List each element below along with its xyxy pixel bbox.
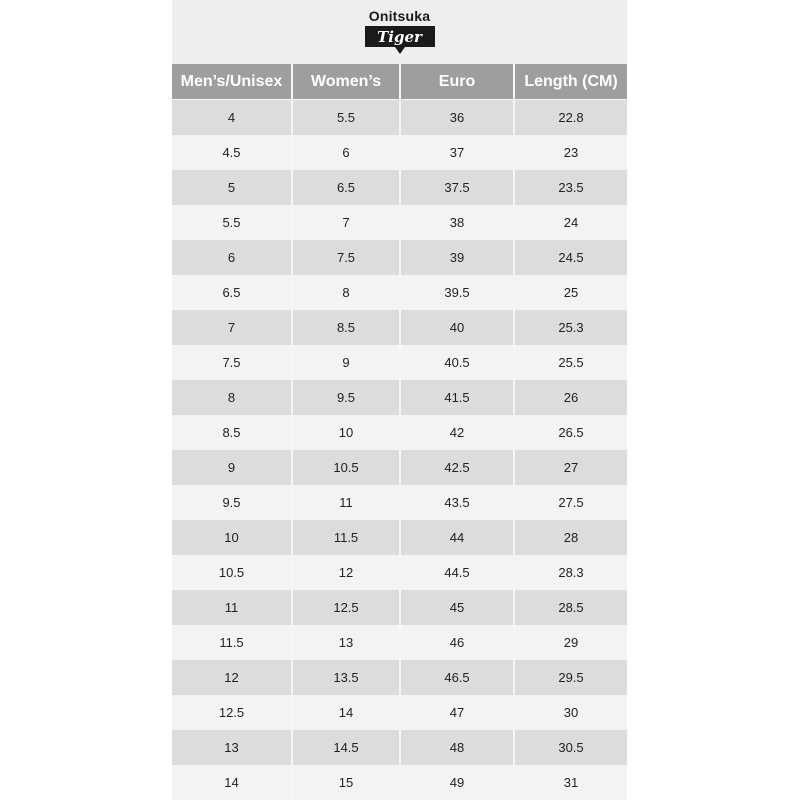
cell-euro: 43.5 [400,485,514,520]
header-length-cm: Length (CM) [514,64,627,100]
cell-mens-unisex: 11.5 [172,625,292,660]
table-row [172,625,627,660]
cell-length-cm: 29.5 [514,660,627,695]
cell-mens-unisex: 8 [172,380,292,415]
cell-mens-unisex: 4.5 [172,135,292,170]
cell-euro: 46 [400,625,514,660]
table-row [172,275,627,310]
cell-mens-unisex: 11 [172,590,292,625]
cell-euro: 49 [400,765,514,800]
cell-euro: 40 [400,310,514,345]
cell-womens: 14.5 [292,730,400,765]
size-chart-sheet [172,0,627,800]
cell-womens: 11 [292,485,400,520]
cell-length-cm: 26.5 [514,415,627,450]
cell-womens: 14 [292,695,400,730]
cell-euro: 41.5 [400,380,514,415]
table-row [172,415,627,450]
table-row [172,765,627,800]
cell-length-cm: 25.5 [514,345,627,380]
brand-wordmark: Onitsuka [368,8,431,24]
cell-length-cm: 23 [514,135,627,170]
cell-womens: 13.5 [292,660,400,695]
table-row [172,660,627,695]
cell-euro: 37 [400,135,514,170]
cell-womens: 5.5 [292,100,400,136]
cell-length-cm: 29 [514,625,627,660]
cell-euro: 37.5 [400,170,514,205]
table-row [172,450,627,485]
cell-euro: 42.5 [400,450,514,485]
cell-mens-unisex: 10 [172,520,292,555]
header-mens-unisex: Men’s/Unisex [172,64,292,100]
table-row [172,205,627,240]
cell-womens: 15 [292,765,400,800]
cell-euro: 39 [400,240,514,275]
cell-mens-unisex: 7 [172,310,292,345]
cell-womens: 12.5 [292,590,400,625]
cell-mens-unisex: 4 [172,100,292,136]
cell-mens-unisex: 13 [172,730,292,765]
cell-mens-unisex: 14 [172,765,292,800]
cell-mens-unisex: 12.5 [172,695,292,730]
cell-euro: 36 [400,100,514,136]
cell-euro: 45 [400,590,514,625]
cell-mens-unisex: 10.5 [172,555,292,590]
cell-euro: 48 [400,730,514,765]
size-table [172,64,627,800]
table-row [172,100,627,136]
cell-mens-unisex: 8.5 [172,415,292,450]
table-row [172,240,627,275]
cell-length-cm: 25 [514,275,627,310]
cell-length-cm: 22.8 [514,100,627,136]
cell-womens: 12 [292,555,400,590]
cell-euro: 38 [400,205,514,240]
cell-length-cm: 28.3 [514,555,627,590]
cell-mens-unisex: 5 [172,170,292,205]
cell-euro: 39.5 [400,275,514,310]
cell-length-cm: 23.5 [514,170,627,205]
cell-womens: 10 [292,415,400,450]
table-header-row [172,64,627,100]
header-euro: Euro [400,64,514,100]
cell-womens: 11.5 [292,520,400,555]
cell-length-cm: 24.5 [514,240,627,275]
table-body [172,100,627,800]
table-row [172,590,627,625]
cell-euro: 46.5 [400,660,514,695]
cell-euro: 44 [400,520,514,555]
cell-womens: 6 [292,135,400,170]
cell-length-cm: 26 [514,380,627,415]
table-row [172,555,627,590]
cell-womens: 8 [292,275,400,310]
cell-euro: 40.5 [400,345,514,380]
cell-womens: 10.5 [292,450,400,485]
cell-womens: 13 [292,625,400,660]
cell-mens-unisex: 5.5 [172,205,292,240]
cell-euro: 42 [400,415,514,450]
brand-logo [172,0,627,64]
cell-womens: 8.5 [292,310,400,345]
table-row [172,695,627,730]
cell-euro: 44.5 [400,555,514,590]
cell-length-cm: 30 [514,695,627,730]
cell-womens: 9.5 [292,380,400,415]
table-row [172,485,627,520]
cell-length-cm: 28.5 [514,590,627,625]
cell-euro: 47 [400,695,514,730]
cell-womens: 7 [292,205,400,240]
table-row [172,310,627,345]
cell-length-cm: 28 [514,520,627,555]
cell-length-cm: 27.5 [514,485,627,520]
header-womens: Women’s [292,64,400,100]
cell-mens-unisex: 6 [172,240,292,275]
cell-length-cm: 27 [514,450,627,485]
cell-length-cm: 30.5 [514,730,627,765]
table-row [172,380,627,415]
cell-length-cm: 25.3 [514,310,627,345]
cell-womens: 9 [292,345,400,380]
cell-mens-unisex: 9.5 [172,485,292,520]
cell-length-cm: 24 [514,205,627,240]
table-row [172,135,627,170]
cell-mens-unisex: 12 [172,660,292,695]
cell-length-cm: 31 [514,765,627,800]
tiger-badge-icon [363,25,437,55]
table-row [172,730,627,765]
brand-badge-text: Tiger [377,28,422,46]
cell-womens: 7.5 [292,240,400,275]
cell-mens-unisex: 9 [172,450,292,485]
cell-mens-unisex: 6.5 [172,275,292,310]
cell-mens-unisex: 7.5 [172,345,292,380]
table-row [172,345,627,380]
table-row [172,170,627,205]
cell-womens: 6.5 [292,170,400,205]
table-row [172,520,627,555]
